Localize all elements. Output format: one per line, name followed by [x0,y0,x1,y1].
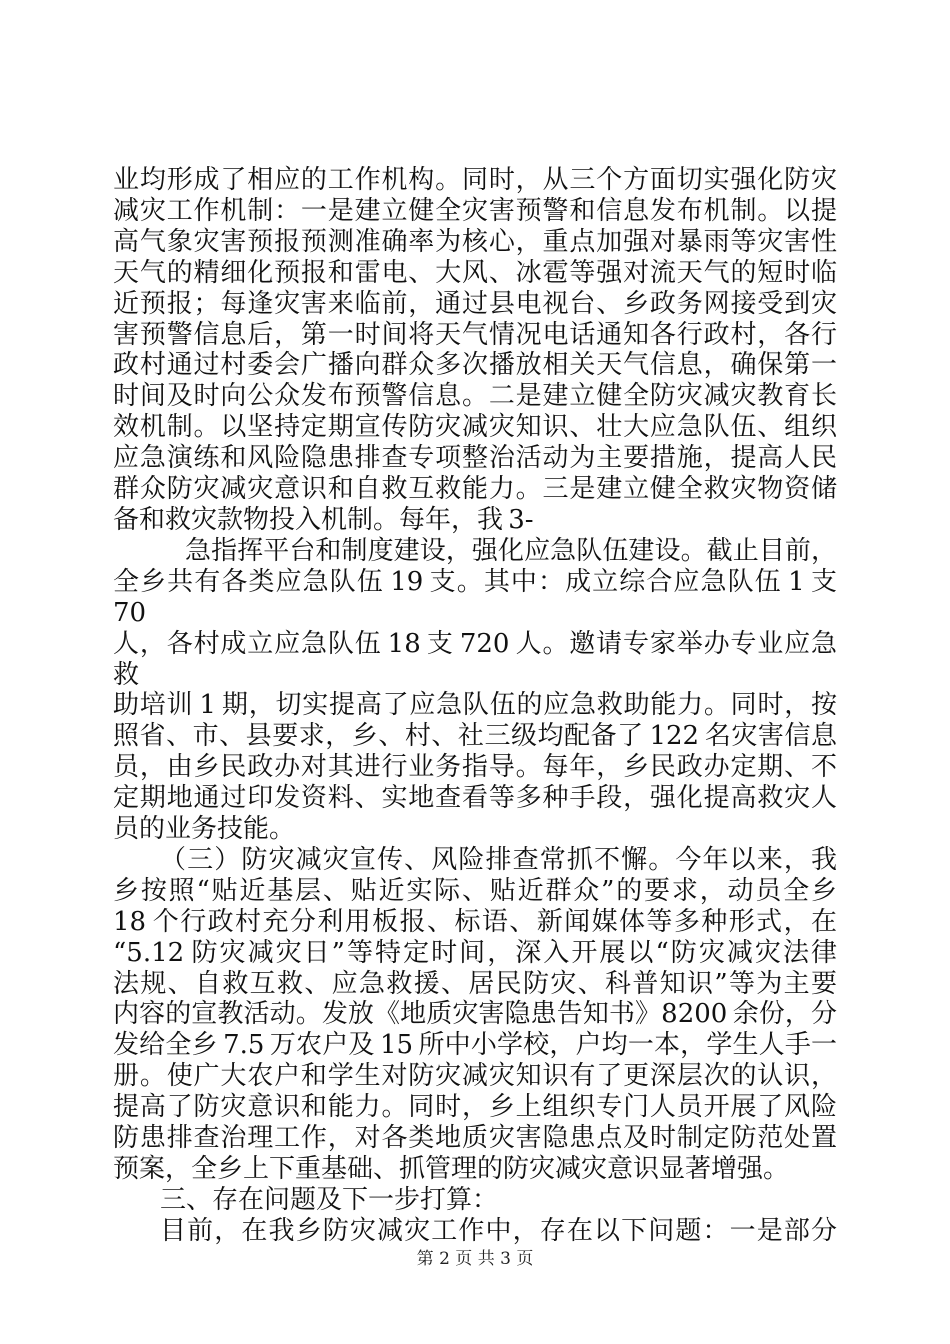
text-line: “5.12 防灾减灾日”等特定时间，深入开展以“防灾减灾法律 [113,937,837,968]
text-line: 备和救灾款物投入机制。每年，我 3- [113,504,534,535]
text-line: 天气的精细化预报和雷电、大风、冰雹等强对流天气的短时临 [113,257,837,288]
text-line: 员，由乡民政办对其进行业务指导。每年，乡民政办定期、不 [113,752,837,783]
text-line: 定期地通过印发资料、实地查看等多种手段，强化提高救灾人 [113,783,837,814]
text-line: 人，各村成立应急队伍 18 支 720 人。邀请专家举办专业应急救 [113,628,837,690]
text-line: 急指挥平台和制度建设，强化应急队伍建设。截止目前， [185,535,837,566]
text-line: 近预报；每逢灾害来临前，通过县电视台、乡政务网接受到灾 [113,288,837,319]
text-line: 时间及时向公众发布预警信息。二是建立健全防灾减灾教育长 [113,381,837,412]
text-line: 助培训 1 期，切实提高了应急队伍的应急救助能力。同时，按 [113,690,837,721]
text-line: 业均形成了相应的工作机构。同时，从三个方面切实强化防灾 [113,165,837,195]
text-line: 预案，全乡上下重基础、抓管理的防灾减灾意识显著增强。 [113,1154,790,1184]
text-line: 效机制。以坚持定期宣传防灾减灾知识、壮大应急队伍、组织 [113,412,837,443]
text-line: 目前，在我乡防灾减灾工作中，存在以下问题：一是部分 [160,1215,837,1246]
text-line: 减灾工作机制：一是建立健全灾害预警和信息发布机制。以提 [113,195,837,226]
text-line: 照省、市、县要求，乡、村、社三级均配备了 122 名灾害信息 [113,721,837,752]
text-line: 18 个行政村充分利用板报、标语、新闻媒体等多种形式，在 [113,906,837,937]
text-line: 提高了防灾意识和能力。同时，乡上组织专门人员开展了风险 [113,1092,837,1123]
text-line: 员的业务技能。 [113,814,296,845]
text-line: 法规、自救互救、应急救援、居民防灾、科普知识”等为主要 [113,968,837,999]
text-line: 册。使广大农户和学生对防灾减灾知识有了更深层次的认识， [113,1061,837,1092]
text-line: 发给全乡 7.5 万农户及 15 所中小学校，户均一本，学生人手一 [113,1030,837,1061]
text-line: 高气象灾害预报预测准确率为核心，重点加强对暴雨等灾害性 [113,226,837,257]
text-line: 群众防灾减灾意识和自救互救能力。三是建立健全救灾物资储 [113,474,837,505]
page-footer: 第 2 页 共 3 页 [416,1249,534,1269]
text-line: 三、存在问题及下一步打算： [160,1184,499,1215]
text-line: 内容的宣教活动。发放《地质灾害隐患告知书》8200 余份，分 [113,999,837,1030]
text-line: 政村通过村委会广播向群众多次播放相关天气信息，确保第一 [113,350,837,381]
text-line: （三）防灾减灾宣传、风险排查常抓不懈。今年以来，我 [160,844,837,875]
text-line: 全乡共有各类应急队伍 19 支。其中：成立综合应急队伍 1 支 70 [113,566,837,628]
text-line: 防患排查治理工作，对各类地质灾害隐患点及时制定防范处置 [113,1123,837,1154]
text-line: 应急演练和风险隐患排查专项整治活动为主要措施，提高人民 [113,443,837,474]
text-line: 乡按照“贴近基层、贴近实际、贴近群众”的要求，动员全乡 [113,875,837,906]
document-body [113,165,837,1247]
text-line: 害预警信息后，第一时间将天气情况电话通知各行政村，各行 [113,319,837,350]
